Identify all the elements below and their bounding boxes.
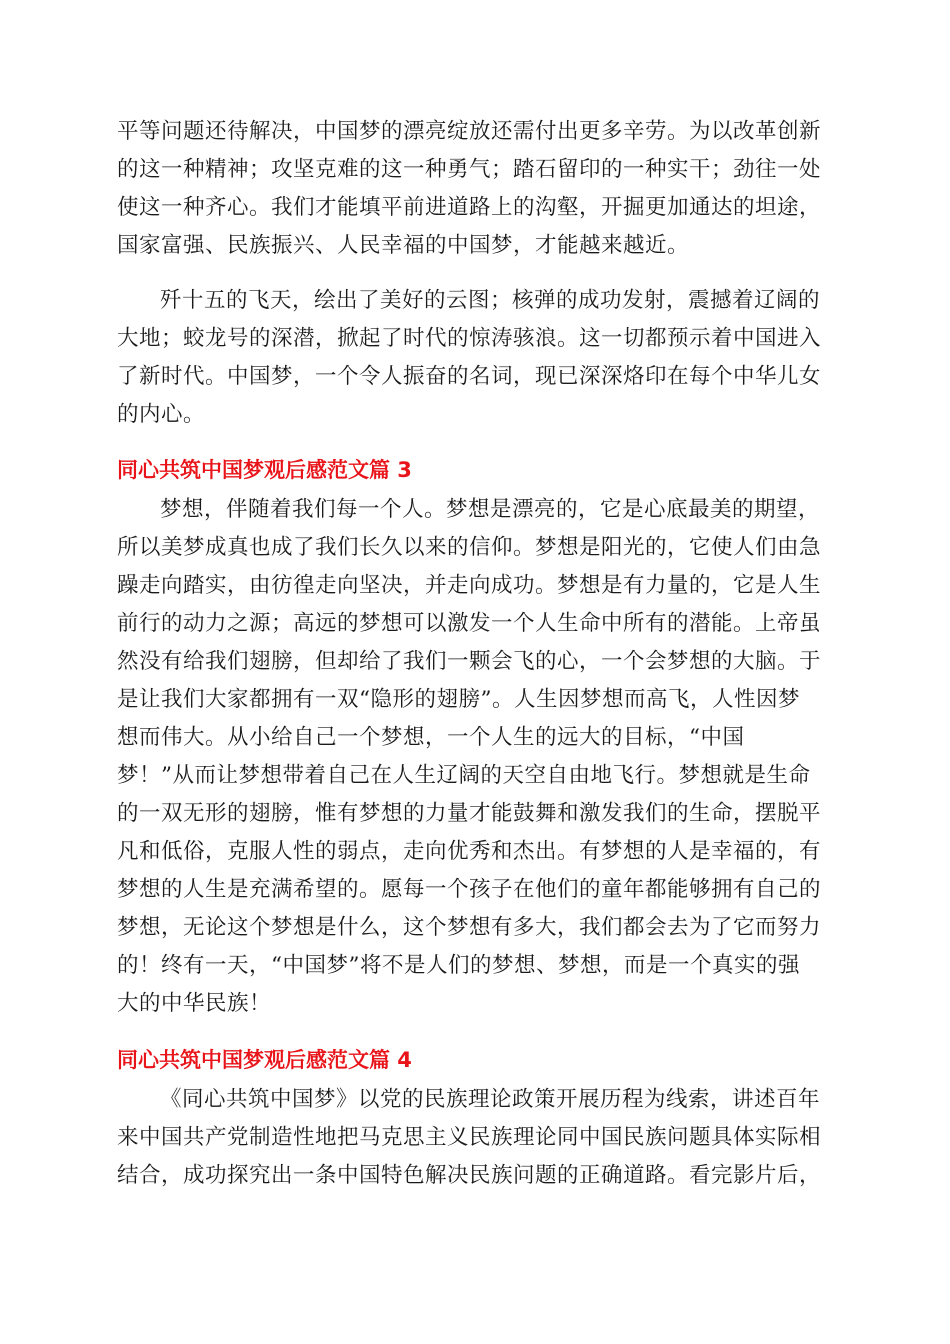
section-heading: 同心共筑中国梦观后感范文篇 4	[117, 1048, 412, 1072]
paragraph-line: 使这一种齐心。我们才能填平前进道路上的沟壑，开掘更加通达的坦途，	[117, 195, 822, 220]
paragraph-line: 想而伟大。从小给自己一个梦想，一个人生的远大的目标，“中国	[117, 725, 745, 750]
paragraph-line: 然没有给我们翅膀，但却给了我们一颗会飞的心，一个会梦想的大脑。于	[117, 649, 822, 674]
paragraph-line: 凡和低俗，克服人性的弱点，走向优秀和杰出。有梦想的人是幸福的，有	[117, 839, 822, 864]
paragraph-line: 梦想的人生是充满希望的。愿每一个孩子在他们的童年都能够拥有自己的	[117, 877, 822, 902]
paragraph-line: 的内心。	[117, 402, 206, 427]
paragraph-line: 来中国共产党制造性地把马克思主义民族理论同中国民族问题具体实际相	[117, 1125, 822, 1150]
paragraph-line: 的一双无形的翅膀，惟有梦想的力量才能鼓舞和激发我们的生命，摆脱平	[117, 801, 822, 826]
paragraph-line: 梦想，无论这个梦想是什么，这个梦想有多大，我们都会去为了它而努力	[117, 915, 822, 940]
paragraph-line: 了新时代。中国梦，一个令人振奋的名词，现已深深烙印在每个中华儿女	[117, 364, 822, 389]
paragraph-line: 梦！”从而让梦想带着自己在人生辽阔的天空自由地飞行。梦想就是生命	[117, 763, 811, 788]
paragraph-line: 歼十五的飞天，绘出了美好的云图；核弹的成功发射，震撼着辽阔的	[160, 288, 821, 313]
paragraph-line: 大地；蛟龙号的深潜，掀起了时代的惊涛骇浪。这一切都预示着中国进入	[117, 326, 822, 351]
paragraph-line: 是让我们大家都拥有一双“隐形的翅膀”。人生因梦想而高飞，人性因梦	[117, 687, 800, 712]
paragraph-line: 躁走向踏实，由彷徨走向坚决，并走向成功。梦想是有力量的，它是人生	[117, 573, 822, 598]
paragraph-line: 国家富强、民族振兴、人民幸福的中国梦，才能越来越近。	[117, 233, 690, 258]
section-heading: 同心共筑中国梦观后感范文篇 3	[117, 458, 412, 482]
paragraph-line: 梦想，伴随着我们每一个人。梦想是漂亮的，它是心底最美的期望，	[160, 497, 821, 522]
paragraph-line: 《同心共筑中国梦》以党的民族理论政策开展历程为线索，讲述百年	[160, 1087, 821, 1112]
paragraph-line: 的！终有一天，“中国梦”将不是人们的梦想、梦想，而是一个真实的强	[117, 953, 800, 978]
paragraph-line: 所以美梦成真也成了我们长久以来的信仰。梦想是阳光的，它使人们由急	[117, 535, 822, 560]
paragraph-line: 的这一种精神；攻坚克难的这一种勇气；踏石留印的一种实干；劲往一处	[117, 157, 822, 182]
paragraph-line: 前行的动力之源；高远的梦想可以激发一个人生命中所有的潜能。上帝虽	[117, 611, 822, 636]
paragraph-line: 大的中华民族！	[117, 991, 272, 1016]
paragraph-line: 平等问题还待解决，中国梦的漂亮绽放还需付出更多辛劳。为以改革创新	[117, 119, 822, 144]
paragraph-line: 结合，成功探究出一条中国特色解决民族问题的正确道路。看完影片后，	[117, 1163, 822, 1188]
